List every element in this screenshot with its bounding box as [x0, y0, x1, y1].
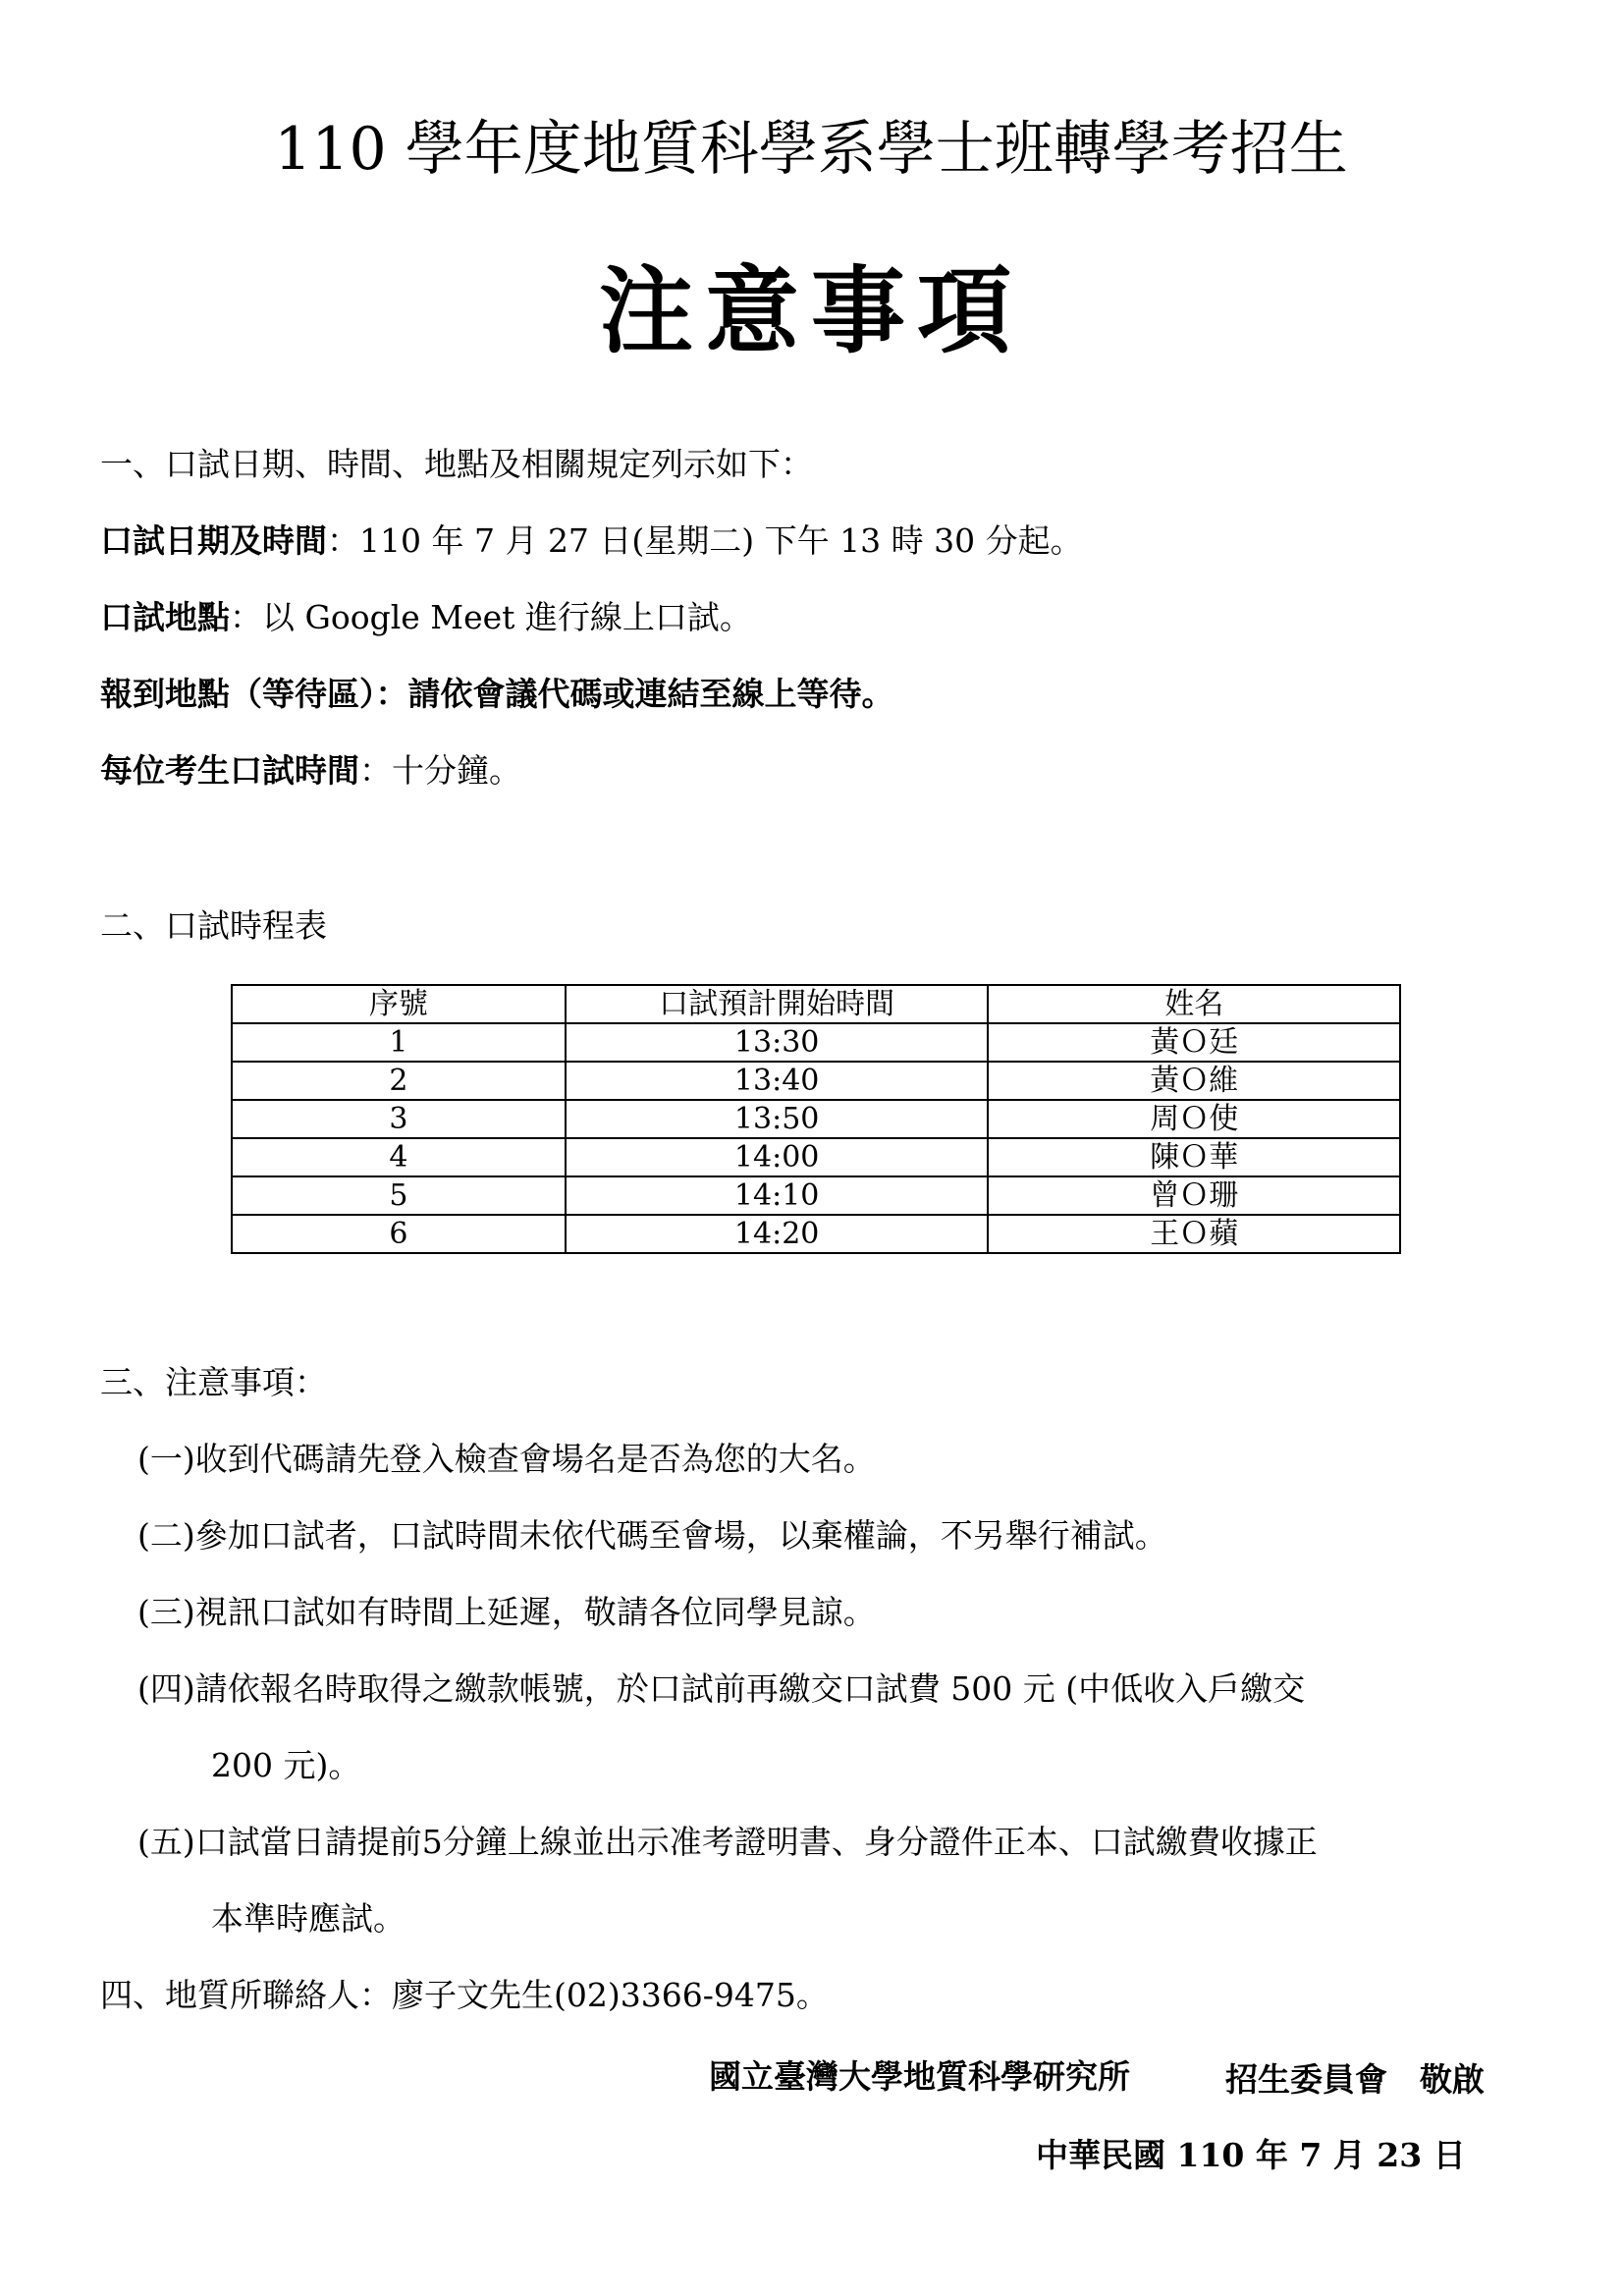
notice-item-1: (一)收到代碼請先登入檢查會場名是否為您的大名。: [137, 1440, 876, 1478]
exam-date-label: 口試日期及時間: [100, 521, 327, 560]
report-place-line: 報到地點（等待區）：請依會議代碼或連結至線上等待。: [100, 675, 894, 713]
duration-label: 每位考生口試時間: [100, 751, 359, 790]
section2-title: 二、口試時程表: [100, 906, 327, 945]
section3-title: 三、注意事項：: [100, 1363, 327, 1401]
cell-seq: 4: [232, 1138, 566, 1176]
signature-date: 中華民國 110 年 7 月 23 日: [1036, 2136, 1466, 2174]
document-title: 110 學年度地質科學系學士班轉學考招生: [274, 115, 1348, 184]
section1-title: 一、口試日期、時間、地點及相關規定列示如下：: [100, 445, 813, 483]
cell-name: 黃Ｏ廷: [988, 1023, 1400, 1062]
signature-committee: 招生委員會 敬啟: [1225, 2060, 1485, 2099]
table-row: [232, 1138, 1400, 1176]
header-name: 姓名: [988, 985, 1400, 1023]
cell-time: 14:10: [566, 1176, 989, 1215]
cell-name: 周Ｏ使: [988, 1100, 1400, 1138]
cell-seq: 3: [232, 1100, 566, 1138]
exam-place-value: ：以 Google Meet 進行線上口試。: [230, 598, 752, 636]
notice-item-5-line1: (五)口試當日請提前5分鐘上線並出示准考證明書、身分證件正本、口試繳費收據正: [137, 1823, 1318, 1861]
cell-name: 王Ｏ蘋: [988, 1215, 1400, 1253]
exam-place-label: 口試地點: [100, 598, 230, 636]
header-start-time: 口試預計開始時間: [566, 985, 989, 1023]
notice-item-4-line2: 200 元)。: [211, 1746, 361, 1784]
notice-item-2: (二)參加口試者，口試時間未依代碼至會場，以棄權論，不另舉行補試。: [137, 1516, 1167, 1555]
cell-name: 黃Ｏ維: [988, 1062, 1400, 1100]
cell-time: 13:30: [566, 1023, 989, 1062]
cell-time: 13:40: [566, 1062, 989, 1100]
table-row: [232, 1023, 1400, 1062]
table-row: [232, 1062, 1400, 1100]
cell-name: 陳Ｏ華: [988, 1138, 1400, 1176]
duration-line: [100, 748, 521, 793]
table-row: [232, 1215, 1400, 1253]
exam-place-line: [100, 595, 752, 640]
schedule-table: [231, 984, 1401, 1254]
table-header-row: [232, 985, 1400, 1023]
cell-name: 曾Ｏ珊: [988, 1176, 1400, 1215]
cell-seq: 1: [232, 1023, 566, 1062]
header-seq: 序號: [232, 985, 566, 1023]
duration-value: ：十分鐘。: [359, 751, 521, 790]
cell-time: 13:50: [566, 1100, 989, 1138]
signature-org: 國立臺灣大學地質科學研究所: [709, 2057, 1130, 2096]
cell-seq: 5: [232, 1176, 566, 1215]
exam-date-value: ：110 年 7 月 27 日(星期二) 下午 13 時 30 分起。: [327, 521, 1083, 560]
contact-line: 四、地質所聯絡人：廖子文先生(02)3366-9475。: [100, 1976, 829, 2014]
notice-item-4-line1: (四)請依報名時取得之繳款帳號，於口試前再繳交口試費 500 元 (中低收入戶繳交: [137, 1669, 1306, 1708]
table-row: [232, 1100, 1400, 1138]
cell-seq: 2: [232, 1062, 566, 1100]
document-heading: 注意事項: [599, 255, 1023, 366]
cell-seq: 6: [232, 1215, 566, 1253]
notice-item-5-line2: 本準時應試。: [211, 1899, 406, 1938]
exam-date-line: [100, 519, 1083, 564]
cell-time: 14:20: [566, 1215, 989, 1253]
notice-item-3: (三)視訊口試如有時間上延遲，敬請各位同學見諒。: [137, 1593, 876, 1631]
cell-time: 14:00: [566, 1138, 989, 1176]
table-row: [232, 1176, 1400, 1215]
